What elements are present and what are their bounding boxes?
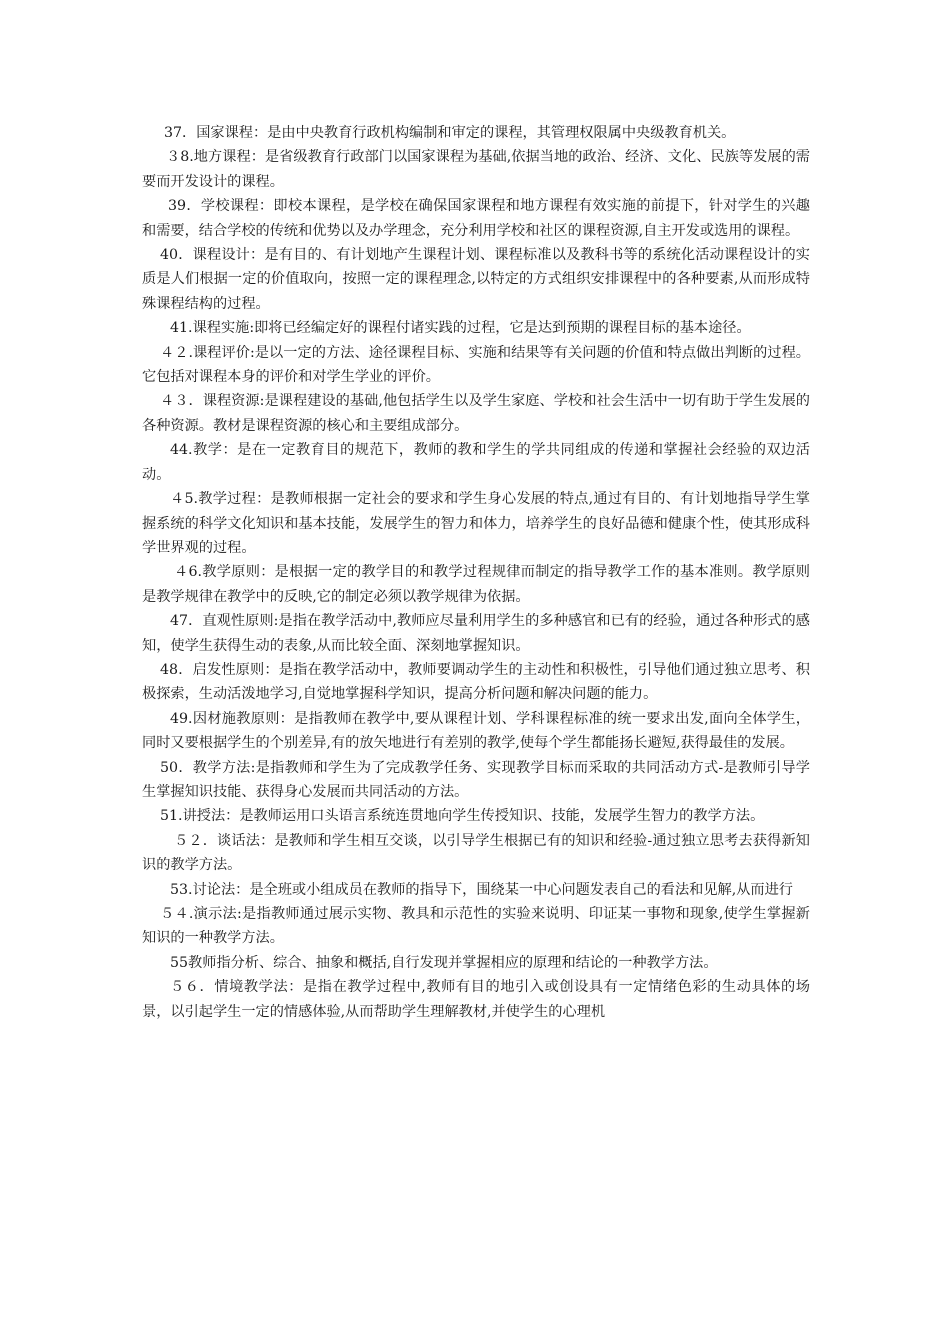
paragraph: ４6.教学原则：是根据一定的教学目的和教学过程规律而制定的指导教学工作的基本准则。教学原则是教学规律在教学中的反映,它的制定必须以教学规律为依据。 — [142, 564, 810, 605]
paragraph: ３8.地方课程：是省级教育行政部门以国家课程为基础,依据当地的政治、经济、文化、民族等发展的需要而开发设计的课程。 — [142, 149, 810, 190]
paragraph: 47．直观性原则:是指在教学活动中,教师应尽量利用学生的多种感官和已有的经验，通过各种形式的感知，使学生获得生动的表象,从而比较全面、深刻地掌握知识。 — [142, 613, 810, 654]
paragraph: ４5.教学过程：是教师根据一定社会的要求和学生身心发展的特点,通过有目的、有计划地指导学生掌握系统的科学文化知识和基本技能，发展学生的智力和体力，培养学生的良好品德和健康个性，使其形成科学世界观的过程。 — [142, 491, 810, 556]
paragraph: 48．启发性原则：是指在教学活动中，教师要调动学生的主动性和积极性，引导他们通过独立思考、积极探索，生动活泼地学习,自觉地掌握科学知识，提高分析问题和解决问题的能力。 — [142, 661, 810, 703]
paragraph: ４３．课程资源:是课程建设的基础,他包括学生以及学生家庭、学校和社会生活中一切有助于学生发展的各种资源。教材是课程资源的核心和主要组成部分。 — [142, 393, 810, 434]
document-body — [142, 121, 810, 1024]
paragraph: 37．国家课程：是由中央教育行政机构编制和审定的课程，其管理权限属中央级教育机关。 — [164, 125, 736, 141]
paragraph: 40．课程设计：是有目的、有计划地产生课程计划、课程标准以及教科书等的系统化活动课程设计的实质是人们根据一定的价值取向，按照一定的课程理念,以特定的方式组织安排课程中的各种要素,从而形成特殊课程结构的过程。 — [142, 247, 810, 312]
paragraph: 51.讲授法：是教师运用口头语言系统连贯地向学生传授知识、技能，发展学生智力的教学方法。 — [160, 808, 765, 825]
paragraph: 39．学校课程：即校本课程，是学校在确保国家课程和地方课程有效实施的前提下，针对学生的兴趣和需要，结合学校的传统和优势以及办学理念，充分利用学校和社区的课程资源,自主开发或选用的课程。 — [142, 198, 810, 239]
paragraph: 53.讨论法：是全班或小组成员在教师的指导下，围绕某一中心问题发表自己的看法和见解,从而进行 — [170, 881, 793, 898]
paragraph: 44.教学：是在一定教育目的规范下，教师的教和学生的学共同组成的传递和掌握社会经验的双边活动。 — [142, 442, 810, 483]
paragraph: 50．教学方法:是指教师和学生为了完成教学任务、实现教学目标而采取的共同活动方式-是教师引导学生掌握知识技能、获得身心发展而共同活动的方法。 — [142, 759, 810, 800]
paragraph: 41.课程实施:即将已经编定好的课程付诸实践的过程，它是达到预期的课程目标的基本途径。 — [170, 320, 751, 337]
paragraph: ４２.课程评价:是以一定的方法、途径课程目标、实施和结果等有关问题的价值和特点做出判断的过程。它包括对课程本身的评价和对学生学业的评价。 — [142, 344, 810, 386]
paragraph: 55教师指分析、综合、抽象和概括,自行发现并掌握相应的原理和结论的一种教学方法。 — [170, 954, 718, 971]
paragraph: ５２．谈话法：是教师和学生相互交谈，以引导学生根据已有的知识和经验-通过独立思考去获得新知识的教学方法。 — [142, 832, 810, 874]
paragraph: ５６．情境教学法：是指在教学过程中,教师有目的地引入或创设具有一定情绪色彩的生动具体的场景，以引起学生一定的情感体验,从而帮助学生理解教材,并使学生的心理机 — [142, 979, 810, 1020]
paragraph: ５４.演示法:是指教师通过展示实物、教具和示范性的实验来说明、印证某一事物和现象,使学生掌握新知识的一种教学方法。 — [142, 906, 810, 947]
paragraph: 49.因材施教原则：是指教师在教学中,要从课程计划、学科课程标准的统一要求出发,面向全体学生，同时又要根据学生的个别差异,有的放矢地进行有差别的教学,使每个学生都能扬长避短,获得最佳的发展。 — [142, 710, 810, 752]
